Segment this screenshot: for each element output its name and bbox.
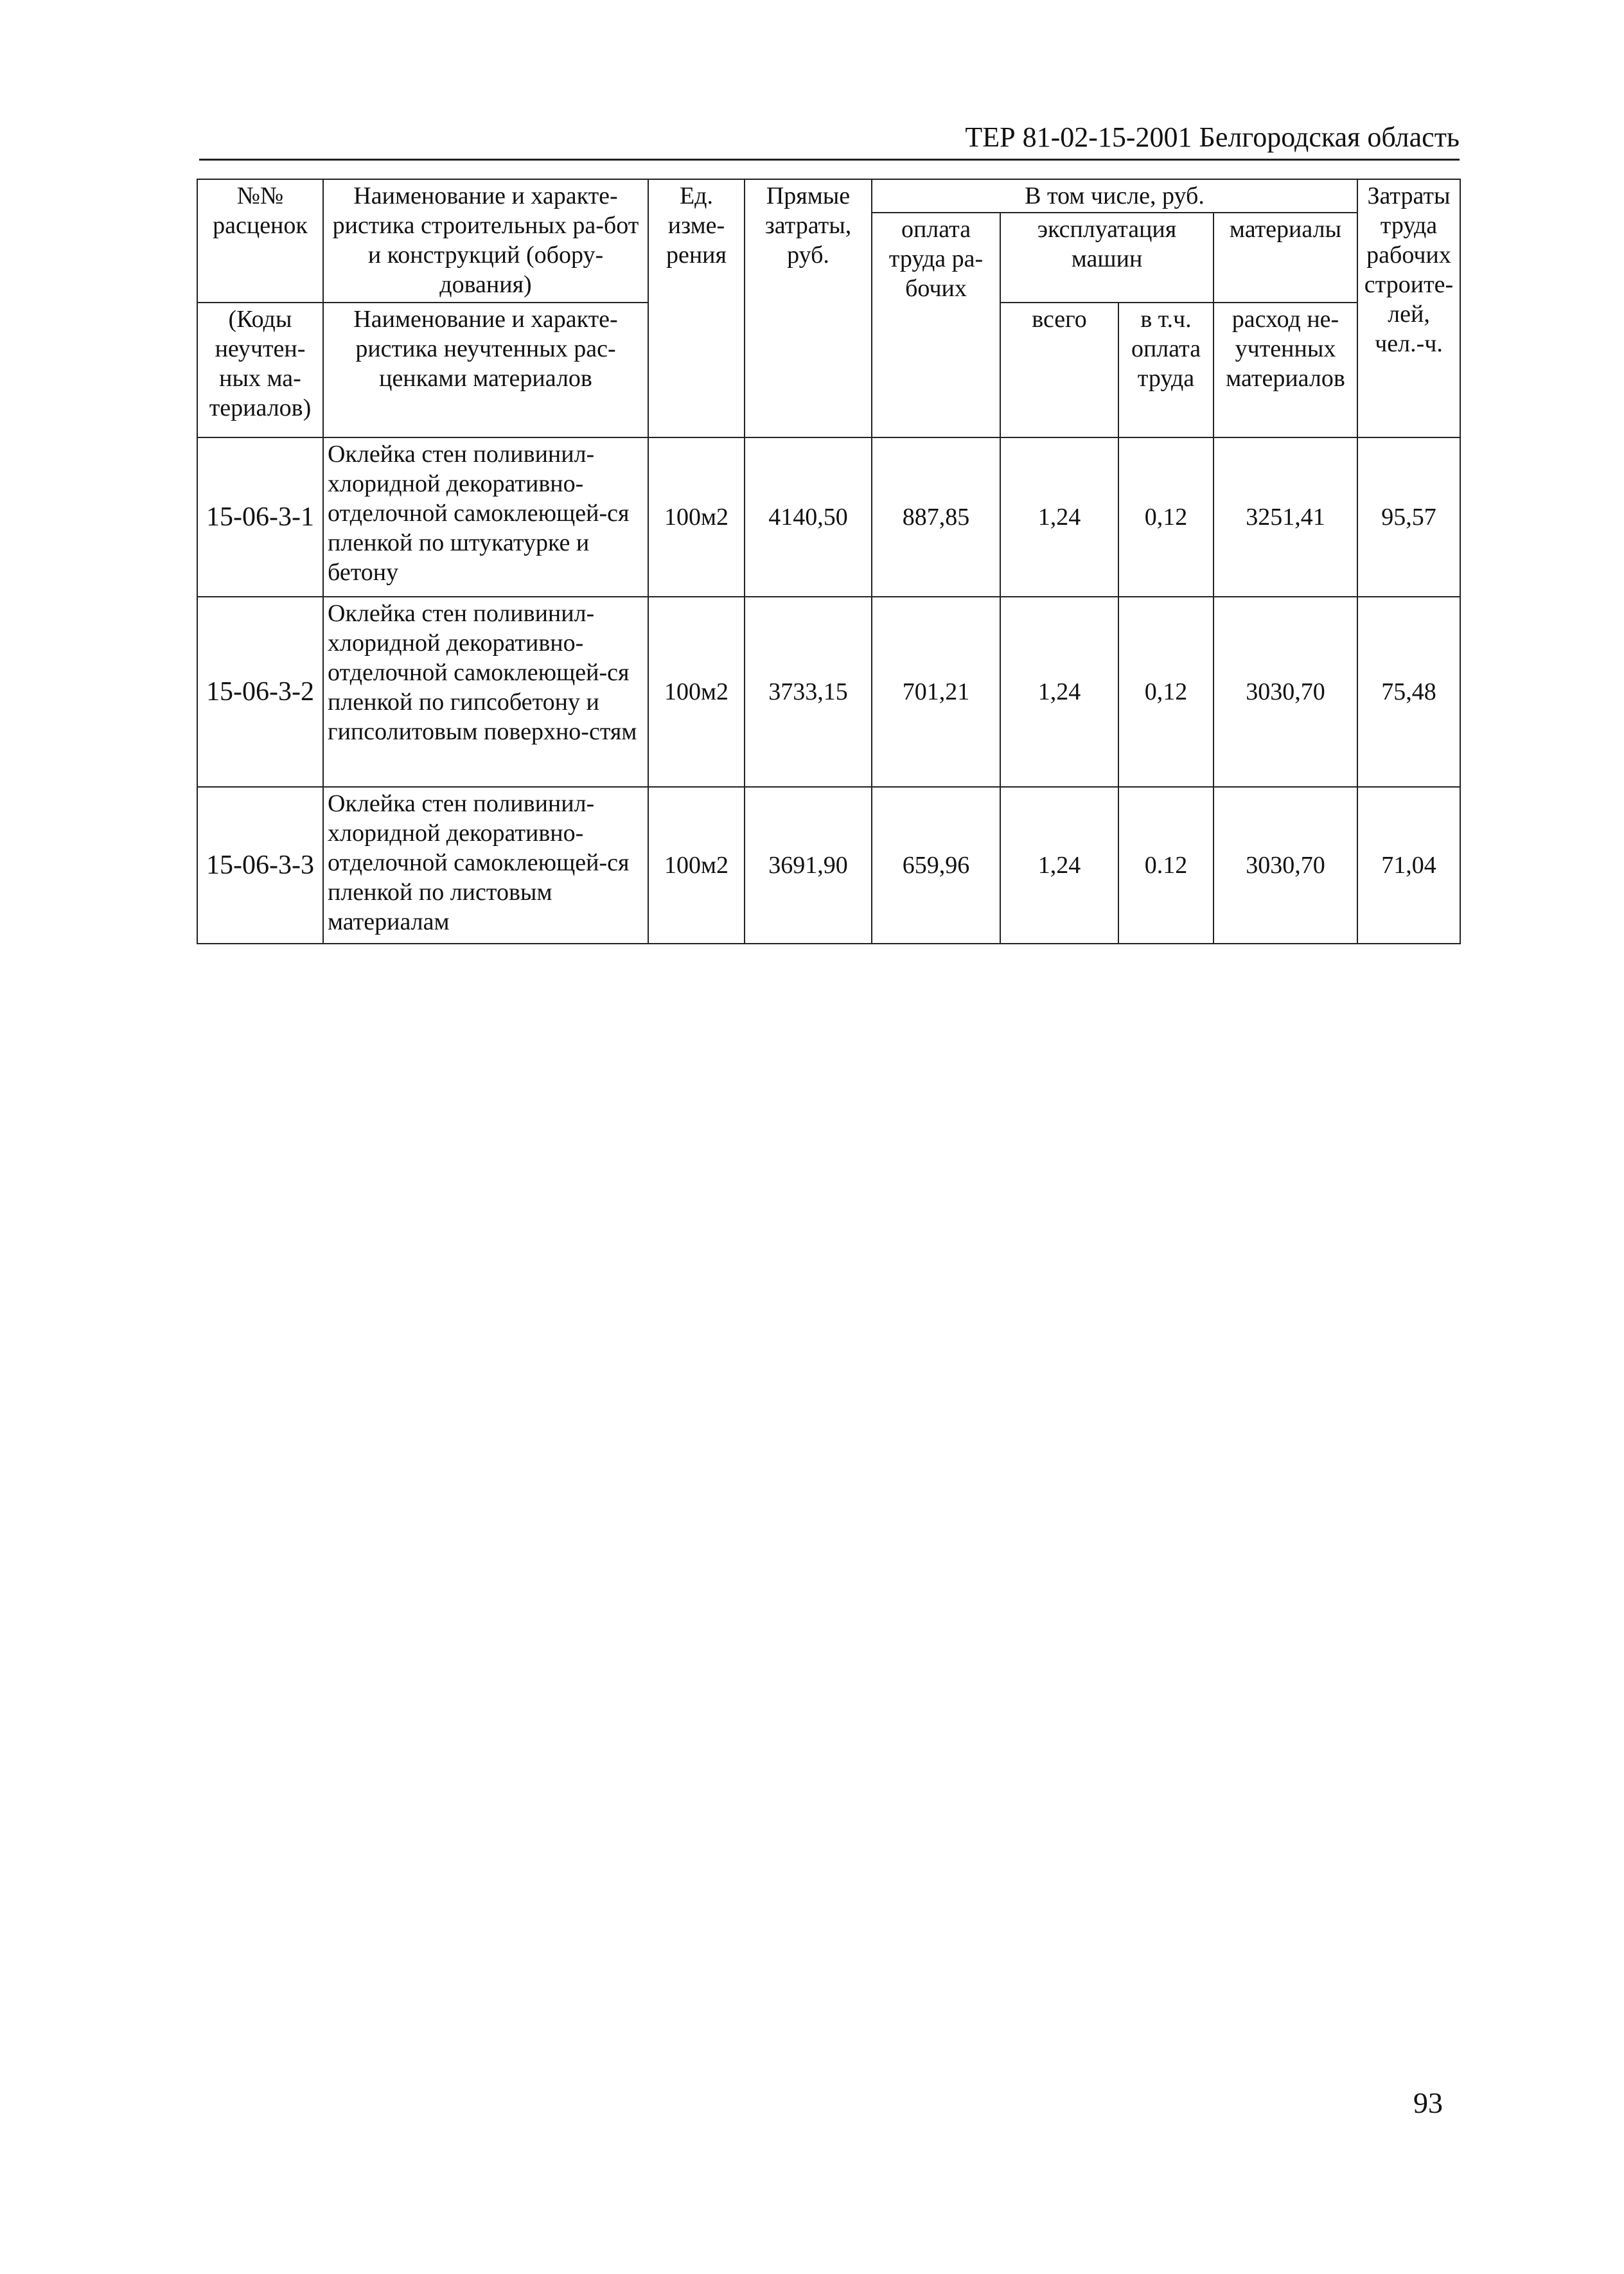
header-rule <box>199 159 1460 161</box>
materials-cell: 3251,41 <box>1214 437 1357 597</box>
header-unit: Ед. изме-рения <box>648 179 745 437</box>
labor-hours-cell: 95,57 <box>1357 437 1460 597</box>
page-number: 93 <box>1413 2086 1443 2119</box>
header-material-name: Наименование и характе-ристика неучтенных рас-ценками материалов <box>323 303 648 437</box>
direct-cost-cell: 3691,90 <box>745 787 872 944</box>
table-row <box>197 787 1460 944</box>
work-description: Оклейка стен поливинил-хлоридной декоративно-отделочной самоклеющей-ся пленкой по листовым материалам <box>323 787 648 944</box>
labor-pay-cell: 701,21 <box>872 597 1000 787</box>
machines-labor-cell: 0,12 <box>1118 437 1214 597</box>
rate-code: 15-06-3-2 <box>197 597 323 787</box>
labor-hours-cell: 75,48 <box>1357 597 1460 787</box>
header-including: В том числе, руб. <box>872 179 1357 213</box>
labor-pay-cell: 887,85 <box>872 437 1000 597</box>
header-machine-operation: эксплуатация машин <box>1000 213 1214 303</box>
header-codes: (Коды неучтен-ных ма-териалов) <box>197 303 323 437</box>
table-row <box>197 437 1460 597</box>
labor-pay-cell: 659,96 <box>872 787 1000 944</box>
direct-cost-cell: 3733,15 <box>745 597 872 787</box>
work-description: Оклейка стен поливинил-хлоридной декоративно-отделочной самоклеющей-ся пленкой по гипсобетону и гипсолитовым поверхно-стям <box>323 597 648 787</box>
rate-code: 15-06-3-3 <box>197 787 323 944</box>
machines-labor-cell: 0,12 <box>1118 597 1214 787</box>
machines-cell: 1,24 <box>1000 597 1118 787</box>
header-row-1 <box>197 179 1460 213</box>
rate-code: 15-06-3-1 <box>197 437 323 597</box>
unit-cell: 100м2 <box>648 597 745 787</box>
header-unaccounted-materials: расход не-учтенных материалов <box>1214 303 1357 437</box>
header-total: всего <box>1000 303 1118 437</box>
rates-table <box>197 179 1461 944</box>
machines-cell: 1,24 <box>1000 437 1118 597</box>
header-rate-no: №№ расценок <box>197 179 323 303</box>
header-incl-labor: в т.ч. оплата труда <box>1118 303 1214 437</box>
materials-cell: 3030,70 <box>1214 597 1357 787</box>
table-row <box>197 597 1460 787</box>
machines-cell: 1,24 <box>1000 787 1118 944</box>
machines-labor-cell: 0.12 <box>1118 787 1214 944</box>
header-labor-pay: оплата труда ра-бочих <box>872 213 1000 437</box>
unit-cell: 100м2 <box>648 787 745 944</box>
work-description: Оклейка стен поливинил-хлоридной декоративно-отделочной самоклеющей-ся пленкой по штукатурке и бетону <box>323 437 648 597</box>
direct-cost-cell: 4140,50 <box>745 437 872 597</box>
labor-hours-cell: 71,04 <box>1357 787 1460 944</box>
unit-cell: 100м2 <box>648 437 745 597</box>
document-header: ТЕР 81-02-15-2001 Белгородская область <box>965 121 1460 153</box>
header-materials: материалы <box>1214 213 1357 303</box>
header-work-name: Наименование и характе-ристика строительных ра-бот и конструкций (обору-дования) <box>323 179 648 303</box>
header-direct-costs: Прямые затраты, руб. <box>745 179 872 437</box>
materials-cell: 3030,70 <box>1214 787 1357 944</box>
header-labor-costs: Затраты труда рабочих строите-лей, чел.-ч. <box>1357 179 1460 437</box>
